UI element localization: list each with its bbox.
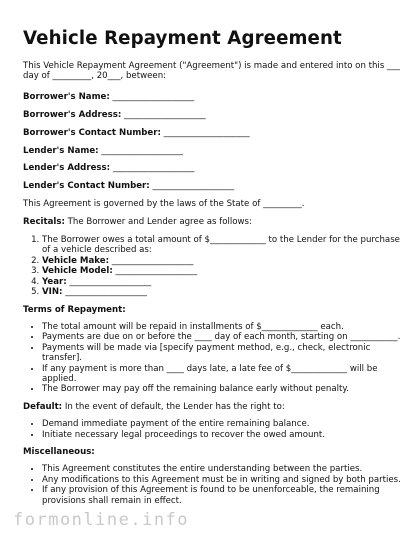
field-label: Borrower's Address: [23,109,122,120]
recitals-paragraph [23,217,401,227]
lender-contact-field [23,181,401,191]
list-item: 1. The Borrower owes a total amount of $_____________ to the Lender for the purchase of a vehicle described as: [42,235,401,256]
misc-heading: Miscellaneous: [23,447,95,458]
governing-law-paragraph: This Agreement is governed by the laws of the State of _________. [23,199,305,210]
field-blank: ____________________ [163,127,250,138]
list-item: • The Borrower may pay off the remaining balance early without penalty. [42,384,401,394]
default-paragraph [23,402,401,412]
list-item [42,287,401,297]
lender-name-field [23,146,401,156]
recitals-text: The Borrower and Lender agree as follows: [67,217,252,228]
terms-list [23,322,401,395]
vehicle-year-label: Year: [42,276,67,287]
vehicle-vin-label: VIN: [42,287,63,298]
recitals-list [23,235,401,297]
lender-address-field [23,163,401,173]
list-item [42,277,401,287]
vehicle-model-label: Vehicle Model: [42,266,113,277]
list-item: • Initiate necessary legal proceedings to recover the owed amount. [42,430,401,440]
list-item [42,256,401,266]
list-item: • Demand immediate payment of the entire remaining balance. [42,419,401,429]
field-blank: ___________________ [111,255,194,266]
default-text: In the event of default, the Lender has the right to: [64,402,285,413]
list-item: • Payments will be made via [specify payment method, e.g., check, electronic transfer]. [42,343,401,364]
field-label: Borrower's Contact Number: [23,127,161,138]
list-item [42,266,401,276]
field-label: Lender's Address: [23,163,111,174]
default-label: Default: [23,402,63,413]
field-blank: ___________________ [101,145,183,156]
list-item: • The total amount will be repaid in installments of $_____________ each. [42,322,401,332]
vehicle-make-label: Vehicle Make: [42,255,110,266]
borrower-address-field [23,110,401,120]
list-item: • If any provision of this Agreement is found to be unenforceable, the remaining provisions shall remain in effect. [42,485,401,506]
field-blank: ___________________ [115,266,198,277]
field-blank: ___________________ [65,287,147,298]
field-blank: ___________________ [112,163,195,174]
list-item: • This Agreement constitutes the entire understanding between the parties. [42,464,401,474]
field-blank: ___________________ [69,276,152,287]
document-title: Vehicle Repayment Agreement [23,28,342,49]
document-page [23,26,401,506]
field-label: Borrower's Name: [23,91,110,102]
field-blank: ___________________ [152,181,235,192]
borrower-name-field [23,92,401,102]
borrower-contact-field [23,128,401,138]
list-item: • Any modifications to this Agreement must be in writing and signed by both parties. [42,475,401,485]
list-item: • Payments are due on or before the ____ day of each month, starting on ___________. [42,332,401,342]
recitals-label: Recitals: [23,217,65,228]
list-item: • If any payment is more than ____ days late, a late fee of $_____________ will be applied. [42,364,401,385]
field-blank: ___________________ [124,109,206,120]
field-label: Lender's Contact Number: [23,181,150,192]
misc-list [23,464,401,506]
default-list [23,419,401,440]
field-label: Lender's Name: [23,145,99,156]
field-blank: ___________________ [112,91,195,102]
site-watermark: formonline.info [13,510,190,530]
terms-heading: Terms of Repayment: [23,305,126,315]
intro-paragraph: This Vehicle Repayment Agreement ("Agreement") is made and entered into on this ___ day of _________, 20___, between: [23,61,400,82]
